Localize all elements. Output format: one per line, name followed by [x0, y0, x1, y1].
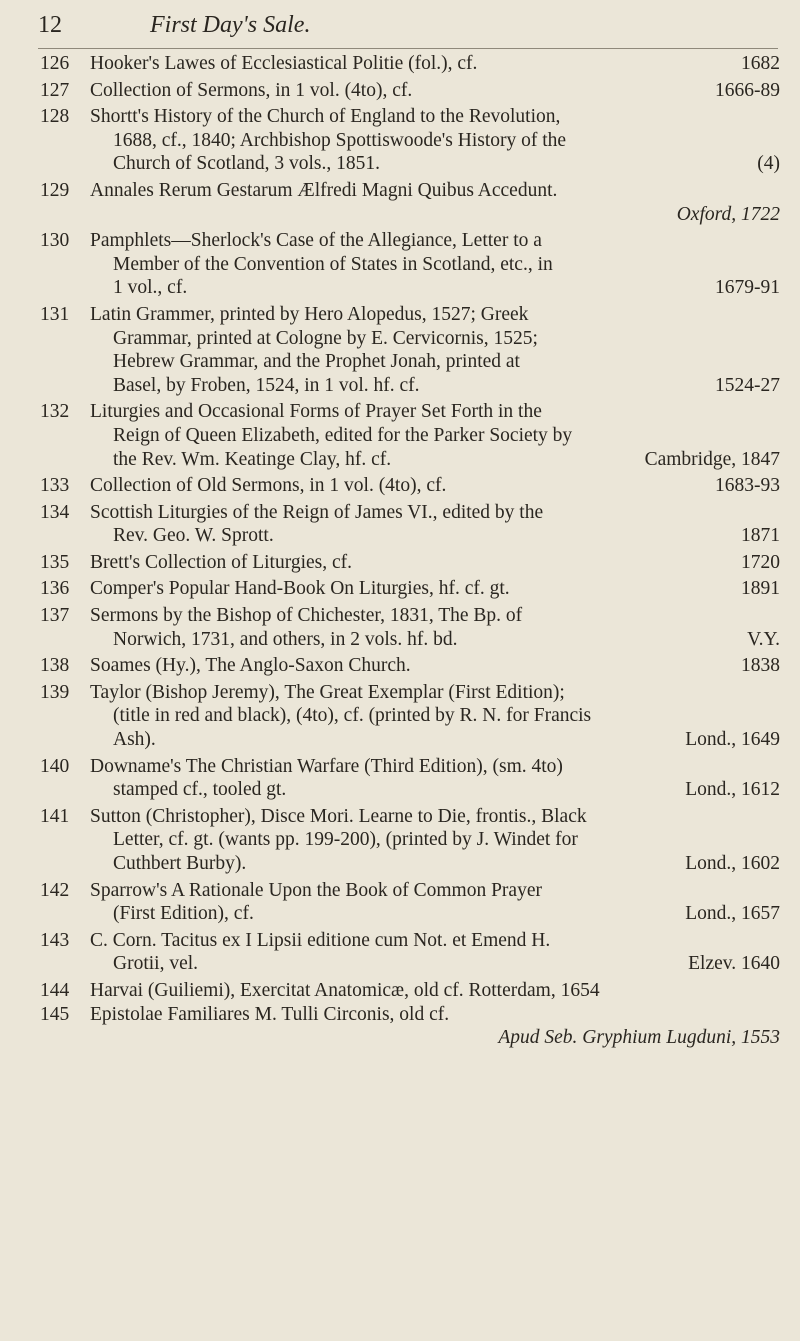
- lot-entry: [0, 577, 800, 601]
- lot-number: 132: [40, 401, 70, 423]
- lot-line: [113, 628, 780, 652]
- lot-entry: [0, 805, 800, 876]
- lot-text: Member of the Convention of States in Scotland, etc., in: [113, 253, 553, 275]
- lot-text: Grammar, printed at Cologne by E. Cervicornis, 1525;: [113, 327, 538, 349]
- lot-entry: [0, 303, 800, 397]
- lot-text: stamped cf., tooled gt.: [113, 779, 287, 801]
- lot-number: 128: [40, 106, 70, 128]
- lot-line: [90, 929, 780, 953]
- lot-line: [90, 604, 780, 628]
- page-header: [38, 12, 778, 46]
- lot-date: (4): [757, 153, 780, 175]
- lot-number: 135: [40, 551, 70, 573]
- lot-entry: [0, 474, 800, 498]
- lot-text: Collection of Old Sermons, in 1 vol. (4to), cf.: [90, 475, 447, 497]
- lot-line: [90, 179, 780, 203]
- lot-line: [90, 79, 780, 103]
- lot-text: C. Corn. Tacitus ex I Lipsii editione cum Not. et Emend H.: [90, 929, 551, 951]
- lot-text: Sermons by the Bishop of Chichester, 1831, The Bp. of: [90, 605, 523, 627]
- lot-line: [90, 755, 780, 779]
- lot-date: 1666-89: [715, 79, 780, 101]
- lot-line: [90, 105, 780, 129]
- lot-date: 1838: [741, 655, 780, 677]
- lot-entry: [0, 551, 800, 575]
- lot-text: Pamphlets—Sherlock's Case of the Allegiance, Letter to a: [90, 230, 542, 252]
- lot-text: Rev. Geo. W. Sprott.: [113, 525, 274, 547]
- lot-text: Annales Rerum Gestarum Ælfredi Magni Quibus Accedunt.: [90, 179, 558, 201]
- lot-text: Grotii, vel.: [113, 953, 199, 975]
- lot-text: Shortt's History of the Church of England to the Revolution,: [90, 106, 561, 128]
- lot-number: 126: [40, 53, 70, 74]
- lot-line: [113, 448, 780, 472]
- page-title: First Day's Sale.: [150, 12, 311, 38]
- lot-line: [90, 400, 780, 424]
- lot-date: Cambridge, 1847: [644, 448, 780, 470]
- lot-line: [90, 474, 780, 498]
- lot-text: Hooker's Lawes of Ecclesiastical Politie (fol.), cf.: [90, 53, 478, 74]
- lot-line: [90, 303, 780, 327]
- lot-number: 145: [40, 1003, 70, 1025]
- header-rule: [38, 48, 778, 49]
- lot-date: Lond., 1649: [685, 729, 780, 751]
- lot-line: [90, 229, 780, 253]
- lot-entry: [0, 501, 800, 548]
- lot-line: [90, 52, 780, 76]
- lot-entry: [0, 755, 800, 802]
- lot-line: [113, 952, 780, 976]
- lot-date: 1891: [741, 578, 780, 600]
- lot-line: [113, 253, 780, 277]
- lot-text: the Rev. Wm. Keatinge Clay, hf. cf.: [113, 448, 392, 470]
- lot-number: 142: [40, 879, 70, 901]
- lot-number: 140: [40, 755, 70, 777]
- lot-number: 131: [40, 303, 70, 325]
- lot-line: [90, 577, 780, 601]
- lot-number: 134: [40, 501, 70, 523]
- lot-entry: [0, 1003, 800, 1050]
- lot-text: Sutton (Christopher), Disce Mori. Learne to Die, frontis., Black: [90, 805, 587, 827]
- lot-text: Church of Scotland, 3 vols., 1851.: [113, 153, 381, 175]
- lot-text: Comper's Popular Hand-Book On Liturgies, hf. cf. gt.: [90, 578, 510, 600]
- lot-text: (First Edition), cf.: [113, 903, 254, 925]
- lot-entry: [0, 400, 800, 471]
- lot-date: Lond., 1612: [685, 779, 780, 801]
- lot-number: 130: [40, 230, 70, 252]
- lot-entry: [0, 879, 800, 926]
- lot-number: 143: [40, 929, 70, 951]
- lot-date: 1524-27: [715, 374, 780, 396]
- lot-line: [113, 1026, 780, 1050]
- lot-line: [113, 152, 780, 176]
- lot-number: 127: [40, 79, 70, 101]
- lot-text: Latin Grammer, printed by Hero Alopedus, 1527; Greek: [90, 303, 529, 325]
- lot-date: 1679-91: [715, 277, 780, 299]
- lot-line: [90, 654, 780, 678]
- lot-line: [90, 501, 780, 525]
- lot-entry: [0, 929, 800, 976]
- lot-line: [90, 805, 780, 829]
- lot-line: [113, 828, 780, 852]
- lot-entry: [0, 52, 800, 76]
- lot-text: Scottish Liturgies of the Reign of James VI., edited by the: [90, 501, 544, 523]
- lot-line: [90, 551, 780, 575]
- lot-date: Elzev. 1640: [688, 953, 780, 975]
- lot-line: [113, 902, 780, 926]
- lot-number: 139: [40, 681, 70, 703]
- lot-line: [113, 524, 780, 548]
- lot-number: 144: [40, 979, 70, 1001]
- lot-line: [113, 276, 780, 300]
- lot-text: Basel, by Froben, 1524, in 1 vol. hf. cf.: [113, 374, 420, 396]
- lot-date: 1682: [741, 53, 780, 74]
- lot-text: Soames (Hy.), The Anglo-Saxon Church.: [90, 655, 411, 677]
- lot-entry: [0, 979, 800, 1003]
- lot-date: V.Y.: [747, 628, 780, 650]
- lot-entry: [0, 179, 800, 226]
- lot-line: [113, 203, 780, 227]
- lot-line: [113, 704, 780, 728]
- lot-number: 138: [40, 655, 70, 677]
- lot-entry: [0, 229, 800, 300]
- lot-date: Apud Seb. Gryphium Lugduni, 1553: [498, 1027, 780, 1049]
- lot-line: [90, 681, 780, 705]
- lot-line: [113, 424, 780, 448]
- lot-text: Downame's The Christian Warfare (Third Edition), (sm. 4to): [90, 755, 563, 777]
- lot-text: 1 vol., cf.: [113, 277, 188, 299]
- lot-number: 136: [40, 578, 70, 600]
- lot-line: [113, 778, 780, 802]
- lot-line: [90, 979, 780, 1003]
- lot-text: Norwich, 1731, and others, in 2 vols. hf. bd.: [113, 628, 458, 650]
- lot-text: Sparrow's A Rationale Upon the Book of Common Prayer: [90, 879, 542, 901]
- lot-entry: [0, 79, 800, 103]
- lot-entry: [0, 654, 800, 678]
- lot-date: 1871: [741, 525, 780, 547]
- lot-text: Harvai (Guiliemi), Exercitat Anatomicæ, old cf. Rotterdam, 1654: [90, 979, 600, 1001]
- lot-text: (title in red and black), (4to), cf. (printed by R. N. for Francis: [113, 705, 592, 727]
- page-number: 12: [38, 12, 62, 38]
- lot-text: Taylor (Bishop Jeremy), The Great Exemplar (First Edition);: [90, 681, 565, 703]
- lot-line: [113, 728, 780, 752]
- lot-line: [113, 327, 780, 351]
- lot-line: [113, 350, 780, 374]
- lot-date: Lond., 1602: [685, 853, 780, 874]
- lot-text: Letter, cf. gt. (wants pp. 199-200), (printed by J. Windet for: [113, 829, 578, 851]
- lot-entry: [0, 681, 800, 752]
- lot-text: Cuthbert Burby).: [113, 853, 247, 874]
- lot-text: Ash).: [113, 729, 156, 751]
- lot-text: Hebrew Grammar, and the Prophet Jonah, printed at: [113, 351, 520, 373]
- lot-line: [113, 129, 780, 153]
- lot-entry: [0, 105, 800, 176]
- lot-line: [90, 879, 780, 903]
- lot-number: 129: [40, 179, 70, 201]
- lot-number: 137: [40, 605, 70, 627]
- lot-text: Epistolae Familiares M. Tulli Circonis, old cf.: [90, 1003, 450, 1025]
- lot-number: 133: [40, 475, 70, 497]
- lot-line: [90, 1003, 780, 1027]
- lot-date: 1683-93: [715, 475, 780, 497]
- lot-line: [113, 374, 780, 398]
- lot-date: 1720: [741, 551, 780, 573]
- lot-text: 1688, cf., 1840; Archbishop Spottiswoode's History of the: [113, 129, 567, 151]
- lot-date: Oxford, 1722: [676, 203, 780, 225]
- lot-text: Brett's Collection of Liturgies, cf.: [90, 551, 353, 573]
- lot-line: [113, 852, 780, 876]
- lot-list: [0, 52, 800, 1050]
- lot-text: Reign of Queen Elizabeth, edited for the Parker Society by: [113, 424, 573, 446]
- lot-entry: [0, 604, 800, 651]
- lot-date: Lond., 1657: [685, 903, 780, 925]
- lot-number: 141: [40, 805, 70, 827]
- lot-text: Liturgies and Occasional Forms of Prayer Set Forth in the: [90, 401, 542, 423]
- lot-text: Collection of Sermons, in 1 vol. (4to), cf.: [90, 79, 413, 101]
